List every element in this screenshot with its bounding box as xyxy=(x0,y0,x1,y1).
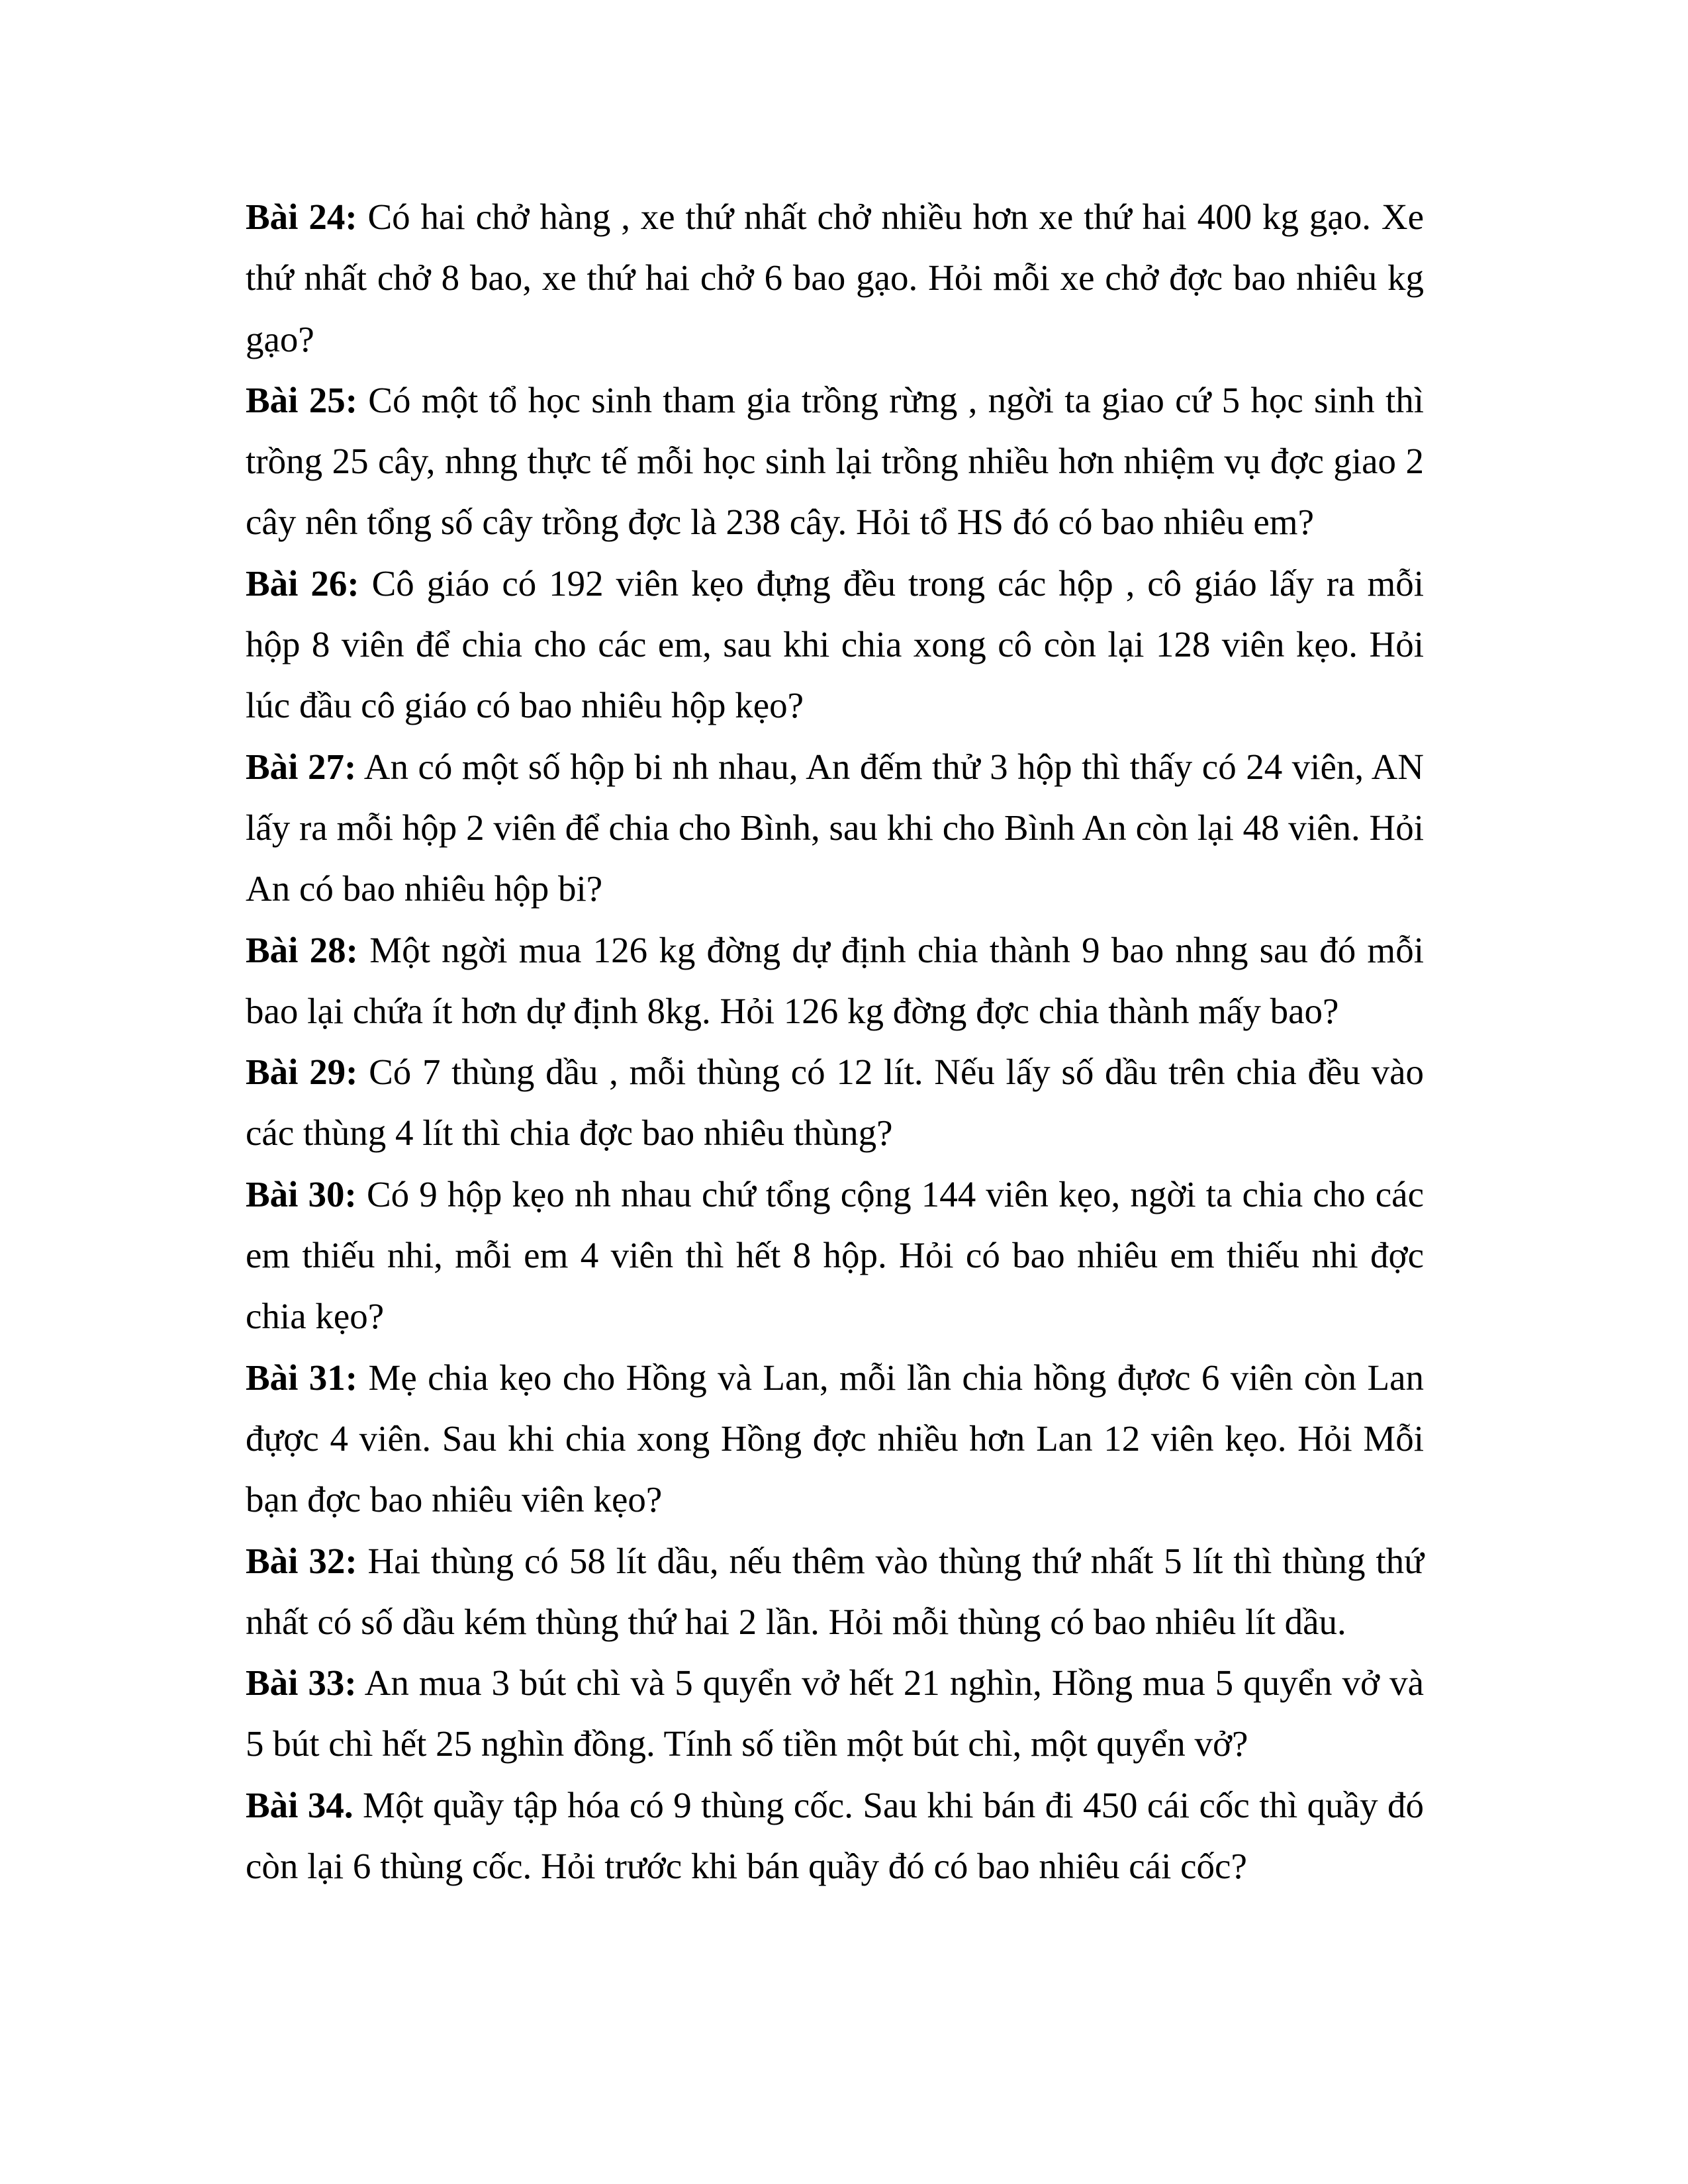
problem-label: Bài 27: xyxy=(246,746,357,787)
problem-label: Bài 31: xyxy=(246,1357,358,1398)
problem-text: Có 9 hộp kẹo nh nhau chứ tổng cộng 144 viên kẹo, ngời ta chia cho các em thiếu nhi, mỗi em 4 viên thì hết 8 hộp. Hỏi có bao nhiêu em thiếu nhi đợc chia kẹo? xyxy=(246,1173,1424,1337)
problem-text: Hai thùng có 58 lít dầu, nếu thêm vào thùng thứ nhất 5 lít thì thùng thứ nhất có số dầu kém thùng thứ hai 2 lần. Hỏi mỗi thùng có bao nhiêu lít dầu. xyxy=(246,1540,1424,1642)
problem-31 xyxy=(246,1347,1424,1531)
problem-label: Bài 24: xyxy=(246,197,357,237)
problem-32 xyxy=(246,1531,1424,1653)
problem-26 xyxy=(246,553,1424,737)
problem-label: Bài 34. xyxy=(246,1784,353,1825)
problem-text: Có 7 thùng dầu , mỗi thùng có 12 lít. Nếu lấy số dầu trên chia đều vào các thùng 4 lít thì chia đợc bao nhiêu thùng? xyxy=(246,1052,1425,1154)
problem-label: Bài 29: xyxy=(246,1052,358,1093)
problem-text: Có một tổ học sinh tham gia trồng rừng , ngời ta giao cứ 5 học sinh thì trồng 25 cây, nhng thực tế mỗi học sinh lại trồng nhiều hơn nhiệm vụ đợc giao 2 cây nên tổng số cây trồng đợc là 238 cây. Hỏi tổ HS đó có bao nhiêu em? xyxy=(246,379,1425,543)
document-page xyxy=(246,187,1424,1897)
problem-24 xyxy=(246,187,1424,370)
problem-25 xyxy=(246,370,1424,553)
problem-29 xyxy=(246,1042,1424,1164)
problem-text: Có hai chở hàng , xe thứ nhất chở nhiều hơn xe thứ hai 400 kg gạo. Xe thứ nhất chở 8 bao, xe thứ hai chở 6 bao gạo. Hỏi mỗi xe chở đợc bao nhiêu kg gạo? xyxy=(246,197,1424,359)
problem-label: Bài 30: xyxy=(246,1173,357,1214)
problem-34 xyxy=(246,1775,1424,1897)
problem-text: An có một số hộp bi nh nhau, An đếm thử 3 hộp thì thấy có 24 viên, AN lấy ra mỗi hộp 2 viên để chia cho Bình, sau khi cho Bình An còn lại 48 viên. Hỏi An có bao nhiêu hộp bi? xyxy=(246,746,1425,909)
problem-28 xyxy=(246,920,1424,1042)
problem-label: Bài 26: xyxy=(246,563,359,604)
problem-27 xyxy=(246,737,1424,920)
problem-text: Cô giáo có 192 viên kẹo đựng đều trong các hộp , cô giáo lấy ra mỗi hộp 8 viên để chia cho các em, sau khi chia xong cô còn lại 128 viên kẹo. Hỏi lúc đầu cô giáo có bao nhiêu hộp kẹo? xyxy=(246,563,1425,726)
problem-33 xyxy=(246,1653,1424,1775)
problem-label: Bài 25: xyxy=(246,379,358,420)
problem-30 xyxy=(246,1164,1424,1347)
problem-text: An mua 3 bút chì và 5 quyển vở hết 21 nghìn, Hồng mua 5 quyển vở và 5 bút chì hết 25 nghìn đồng. Tính số tiền một bút chì, một quyển vở? xyxy=(246,1662,1424,1764)
problem-label: Bài 28: xyxy=(246,929,358,970)
problem-label: Bài 33: xyxy=(246,1662,357,1704)
problem-text: Mẹ chia kẹo cho Hồng và Lan, mỗi lần chia hồng đựơc 6 viên còn Lan đựợc 4 viên. Sau khi chia xong Hồng đợc nhiều hơn Lan 12 viên kẹo. Hỏi Mỗi bạn đợc bao nhiêu viên kẹo? xyxy=(246,1357,1424,1520)
problem-text: Một ngời mua 126 kg đờng dự định chia thành 9 bao nhng sau đó mỗi bao lại chứa ít hơn dự định 8kg. Hỏi 126 kg đờng đợc chia thành mấy bao? xyxy=(246,929,1424,1031)
problem-label: Bài 32: xyxy=(246,1540,357,1581)
problem-text: Một quầy tập hóa có 9 thùng cốc. Sau khi bán đi 450 cái cốc thì quầy đó còn lại 6 thùng cốc. Hỏi trước khi bán quầy đó có bao nhiêu cái cốc? xyxy=(246,1784,1424,1887)
